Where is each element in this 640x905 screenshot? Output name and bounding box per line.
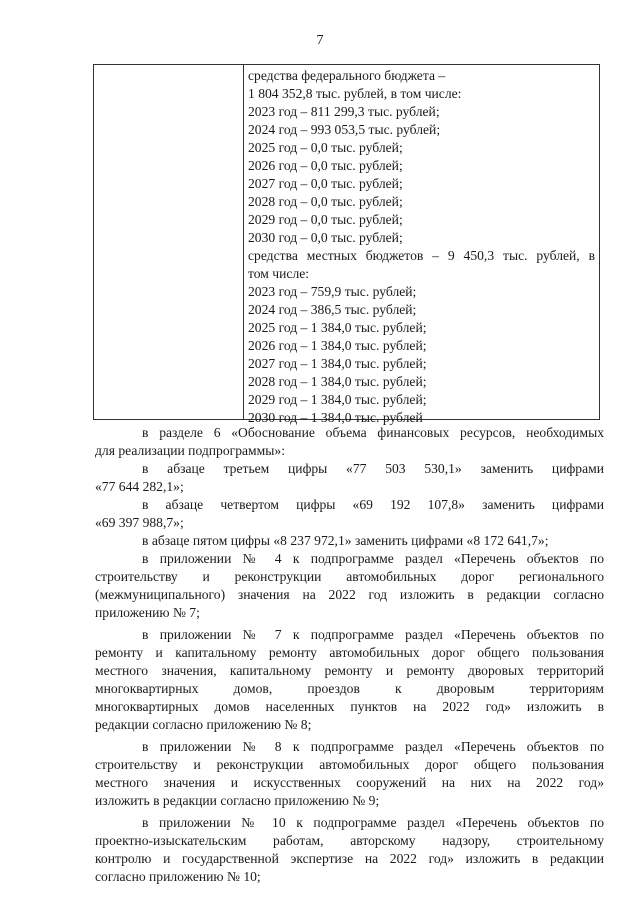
text-line: «69 397 988,7»; — [95, 515, 184, 530]
table-line: 2026 год – 0,0 тыс. рублей; — [248, 158, 403, 173]
table-line: 2030 год – 1 384,0 тыс. рублей — [248, 410, 423, 425]
page-number: 7 — [316, 33, 324, 48]
text-line: ремонту и капитальному ремонту автомобильных дорог общего пользования — [95, 645, 604, 660]
text-line: местного значения, капитальному ремонту и ремонту дворовых территорий — [95, 663, 604, 678]
paragraph-abzac-3 — [95, 460, 604, 496]
table-line: средства местных бюджетов – 9 450,3 тыс. рублей, в — [248, 248, 595, 263]
table-line: 2027 год – 0,0 тыс. рублей; — [248, 176, 403, 191]
text-line: контролю и государственной экспертизе на 2022 год» изложить в редакции — [95, 851, 604, 866]
text-line: приложению № 7; — [95, 605, 200, 620]
text-line: «77 644 282,1»; — [95, 479, 184, 494]
text-line: согласно приложению № 10; — [95, 869, 261, 884]
table-right-cell — [244, 67, 595, 427]
paragraph-appendix-8 — [95, 738, 604, 810]
paragraph-appendix-7 — [95, 626, 604, 734]
text-line: местного значения и искусственных сооружений на них на 2022 год» — [95, 775, 604, 790]
paragraph-abzac-4 — [95, 496, 604, 532]
table-line: 2026 год – 1 384,0 тыс. рублей; — [248, 338, 427, 353]
table-line: 2024 год – 386,5 тыс. рублей; — [248, 302, 417, 317]
text-line: для реализации подпрограммы»: — [95, 443, 285, 458]
table-line: 2025 год – 1 384,0 тыс. рублей; — [248, 320, 427, 335]
table-line: 2027 год – 1 384,0 тыс. рублей; — [248, 356, 427, 371]
table-line: 2023 год – 811 299,3 тыс. рублей; — [248, 104, 440, 119]
text-line: (межмуниципального) значения на 2022 год изложить в редакции согласно — [95, 587, 604, 602]
financing-table — [93, 64, 600, 425]
table-line: 2023 год – 759,9 тыс. рублей; — [248, 284, 417, 299]
table-line: 2030 год – 0,0 тыс. рублей; — [248, 230, 403, 245]
table-line: средства федерального бюджета – — [248, 68, 446, 83]
text-line: в приложении № 7 к подпрограмме раздел «Перечень объектов по — [142, 627, 604, 642]
table-line: 2028 год – 0,0 тыс. рублей; — [248, 194, 403, 209]
text-line: в разделе 6 «Обоснование объема финансовых ресурсов, необходимых — [142, 425, 604, 440]
text-line: строительству и реконструкции автомобильных дорог регионального — [95, 569, 604, 584]
text-line: изложить в редакции согласно приложению № 9; — [95, 793, 380, 808]
table-line: 1 804 352,8 тыс. рублей, в том числе: — [248, 86, 462, 101]
text-line: в приложении № 8 к подпрограмме раздел «Перечень объектов по — [142, 739, 604, 754]
text-line: в абзаце четвертом цифры «69 192 107,8» заменить цифрами — [142, 497, 604, 512]
paragraph-appendix-4 — [95, 550, 604, 622]
table-line: 2029 год – 0,0 тыс. рублей; — [248, 212, 403, 227]
text-line: многоквартирных домов населенных пунктов на 2022 год» изложить в — [95, 699, 604, 714]
document-body — [95, 424, 604, 886]
text-line: в абзаце третьем цифры «77 503 530,1» заменить цифрами — [142, 461, 604, 476]
table-line: том числе: — [248, 266, 310, 281]
paragraph-appendix-10 — [95, 814, 604, 886]
text-line: строительству и реконструкции автомобильных дорог общего пользования — [95, 757, 604, 772]
table-left-cell — [94, 65, 244, 419]
text-line: многоквартирных домов, проездов к дворовым территориям — [95, 681, 604, 696]
table-line: 2028 год – 1 384,0 тыс. рублей; — [248, 374, 427, 389]
paragraph-section-6 — [95, 424, 604, 460]
table-line: 2024 год – 993 053,5 тыс. рублей; — [248, 122, 441, 137]
paragraph-abzac-5 — [95, 532, 604, 550]
text-line: в приложении № 10 к подпрограмме раздел «Перечень объектов по — [142, 815, 604, 830]
table-line: 2025 год – 0,0 тыс. рублей; — [248, 140, 403, 155]
text-line: проектно-изыскательским работам, авторскому надзору, строительному — [95, 833, 604, 848]
text-line: редакции согласно приложению № 8; — [95, 717, 312, 732]
table-line: 2029 год – 1 384,0 тыс. рублей; — [248, 392, 427, 407]
text-line: в абзаце пятом цифры «8 237 972,1» заменить цифрами «8 172 641,7»; — [142, 533, 549, 548]
text-line: в приложении № 4 к подпрограмме раздел «Перечень объектов по — [142, 551, 604, 566]
